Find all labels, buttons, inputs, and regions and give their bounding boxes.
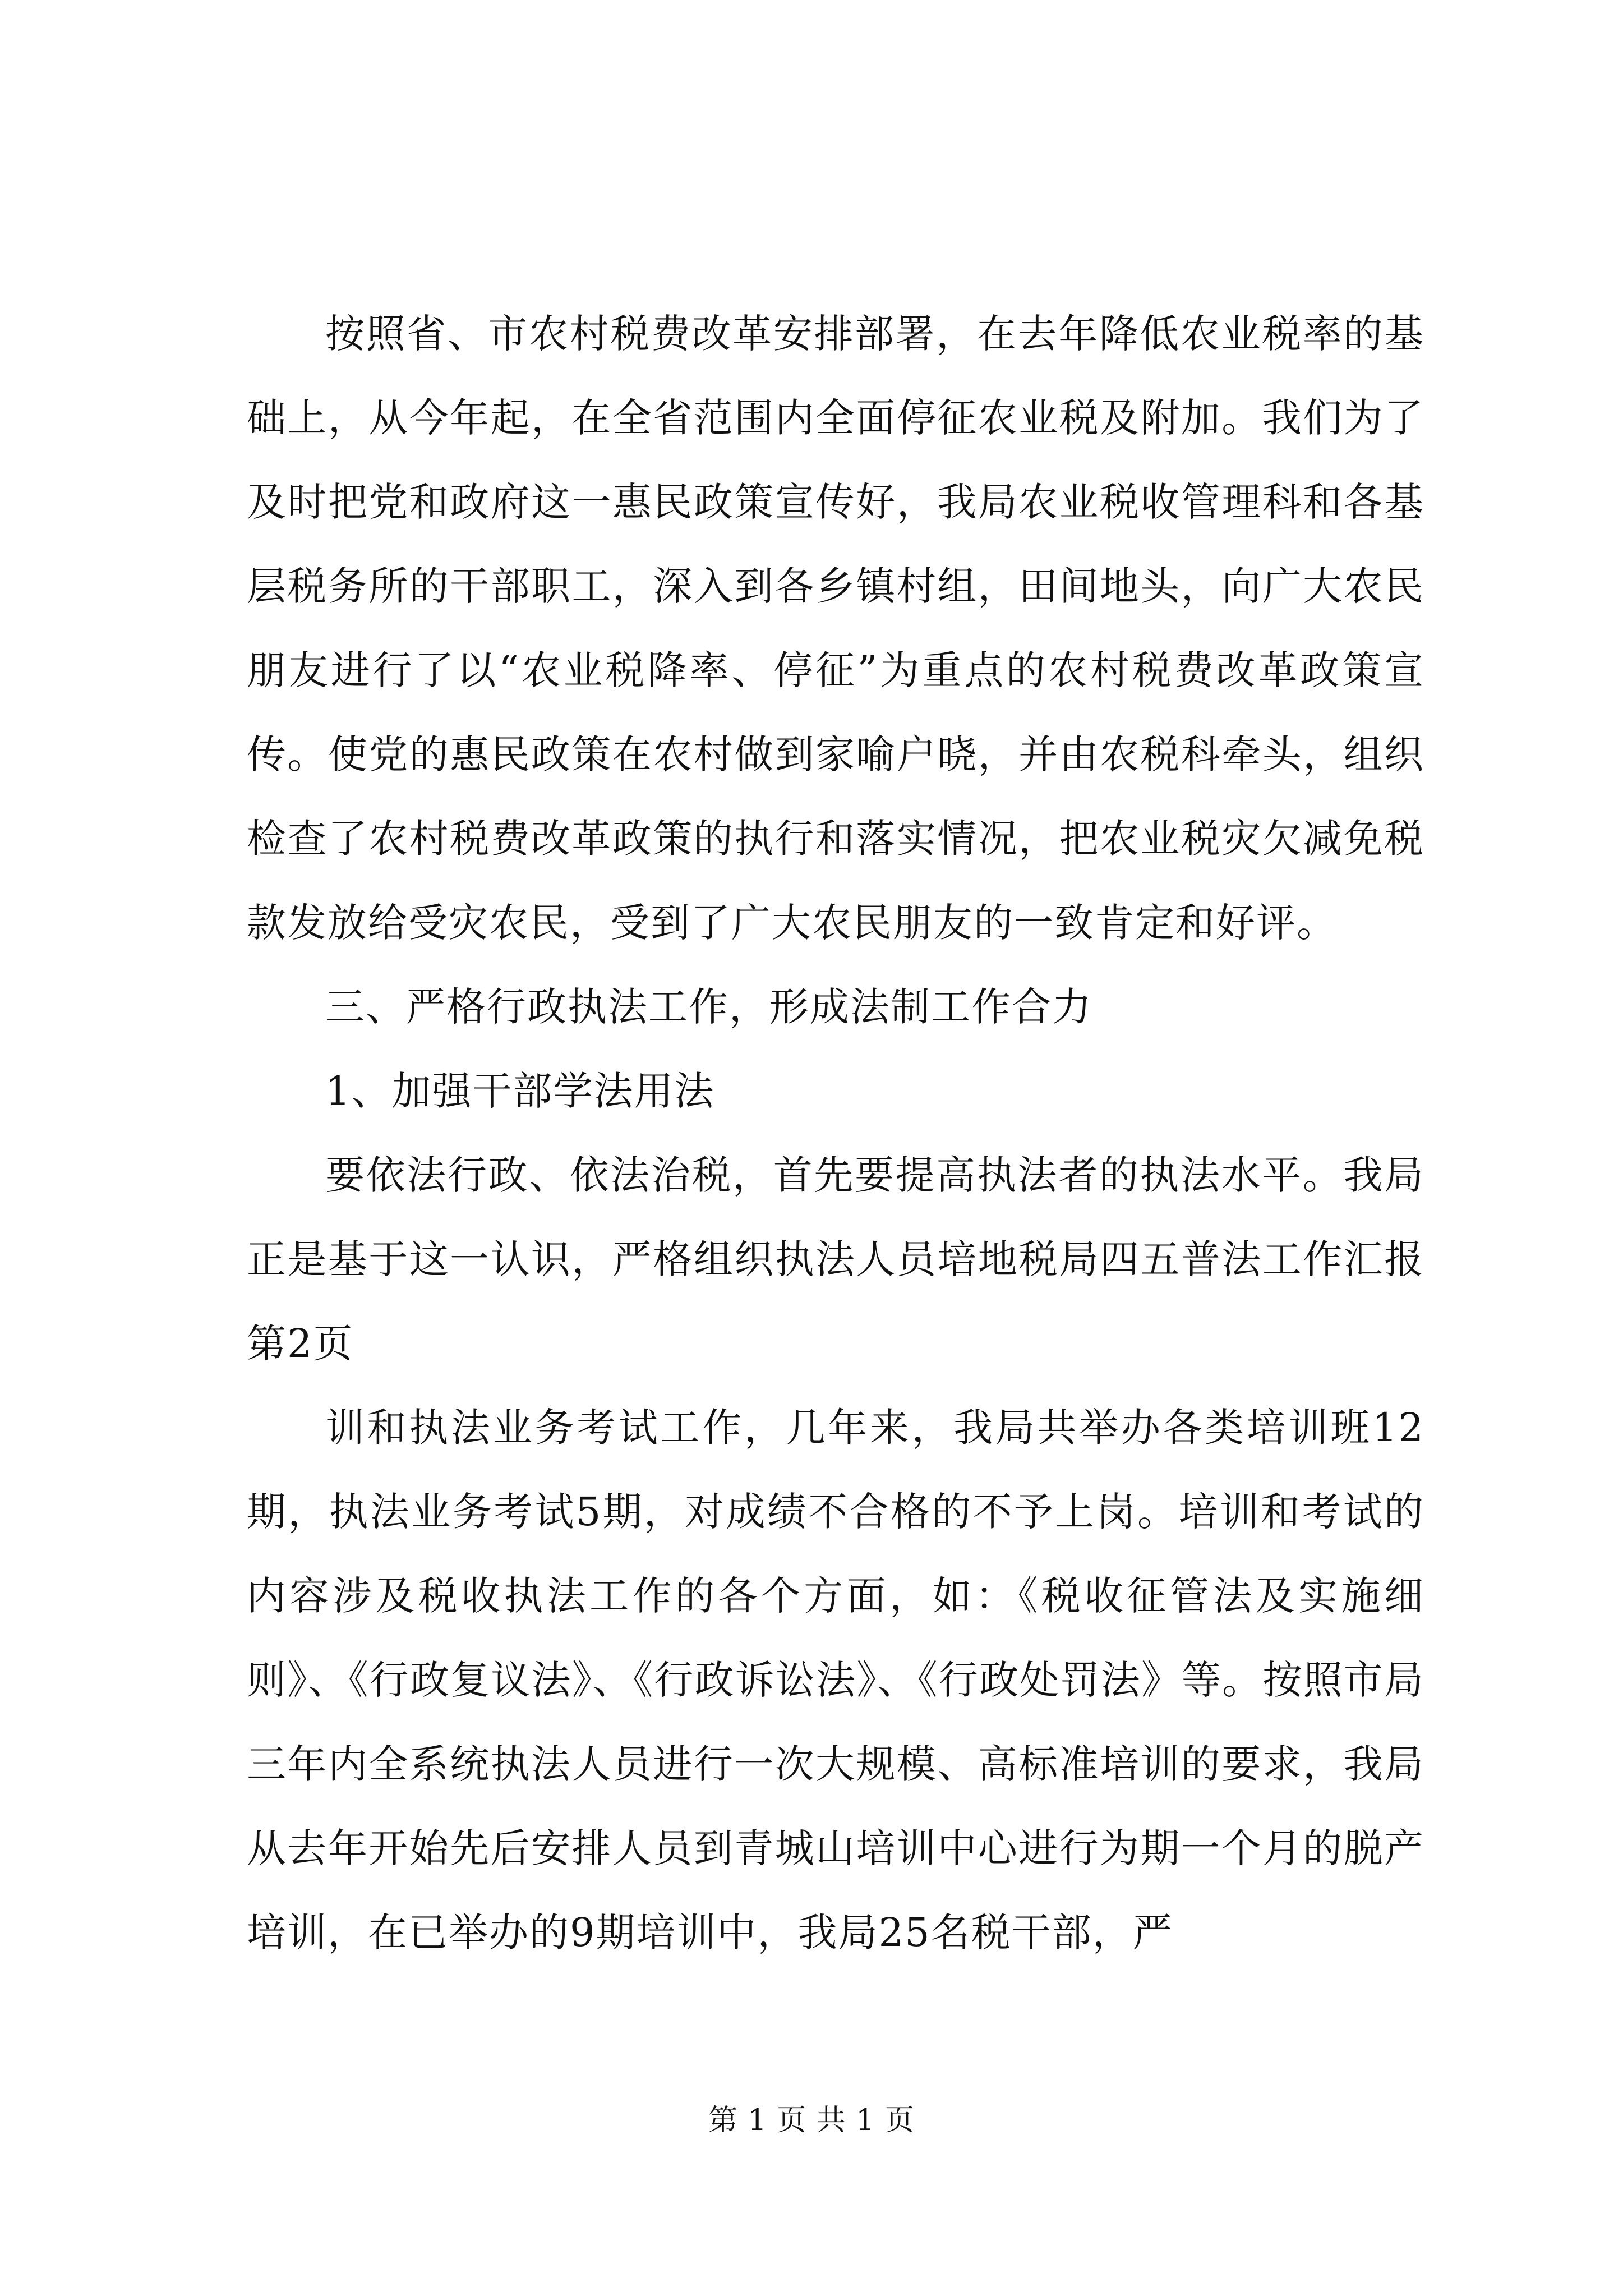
- section-heading-law-enforcement: 三、严格行政执法工作，形成法制工作合力: [325, 984, 1092, 1030]
- paragraph-rule-of-law: 要依法行政、依法治税，首先要提高执法者的执法水平。我局正是基于这一认识，严格组织执法人员培地税局四五普法工作汇报第2页: [247, 1152, 1424, 1366]
- paragraph-tax-reform: 按照省、市农村税费改革安排部署，在去年降低农业税率的基础上，从今年起，在全省范围内全面停征农业税及附加。我们为了及时把党和政府这一惠民政策宣传好，我局农业税收管理科和各基层税务所的干部职工，深入到各乡镇村组，田间地头，向广大农民朋友进行了以“农业税降率、停征”为重点的农村税费改革政策宣传。使党的惠民政策在农村做到家喻户晓，并由农税科牵头，组织检查了农村税费改革政策的执行和落实情况，把农业税灾欠减免税款发放给受灾农民，受到了广大农民朋友的一致肯定和好评。: [247, 311, 1424, 946]
- paragraph-training: 训和执法业务考试工作，几年来，我局共举办各类培训班12期，执法业务考试5期，对成绩不合格的不予上岗。培训和考试的内容涉及税收执法工作的各个方面，如：《税收征管法及实施细则》、《行政复议法》、《行政诉讼法》、《行政处罚法》等。按照市局三年内全系统执法人员进行一次大规模、高标准培训的要求，我局从去年开始先后安排人员到青城山培训中心进行为期一个月的脱产培训，在已举办的9期培训中，我局25名税干部，严: [247, 1405, 1424, 1955]
- subsection-heading-cadre-study: 1、加强干部学法用法: [325, 1068, 715, 1114]
- document-body: [247, 292, 1424, 1975]
- page-footer: 第 1 页 共 1 页: [708, 2104, 915, 2137]
